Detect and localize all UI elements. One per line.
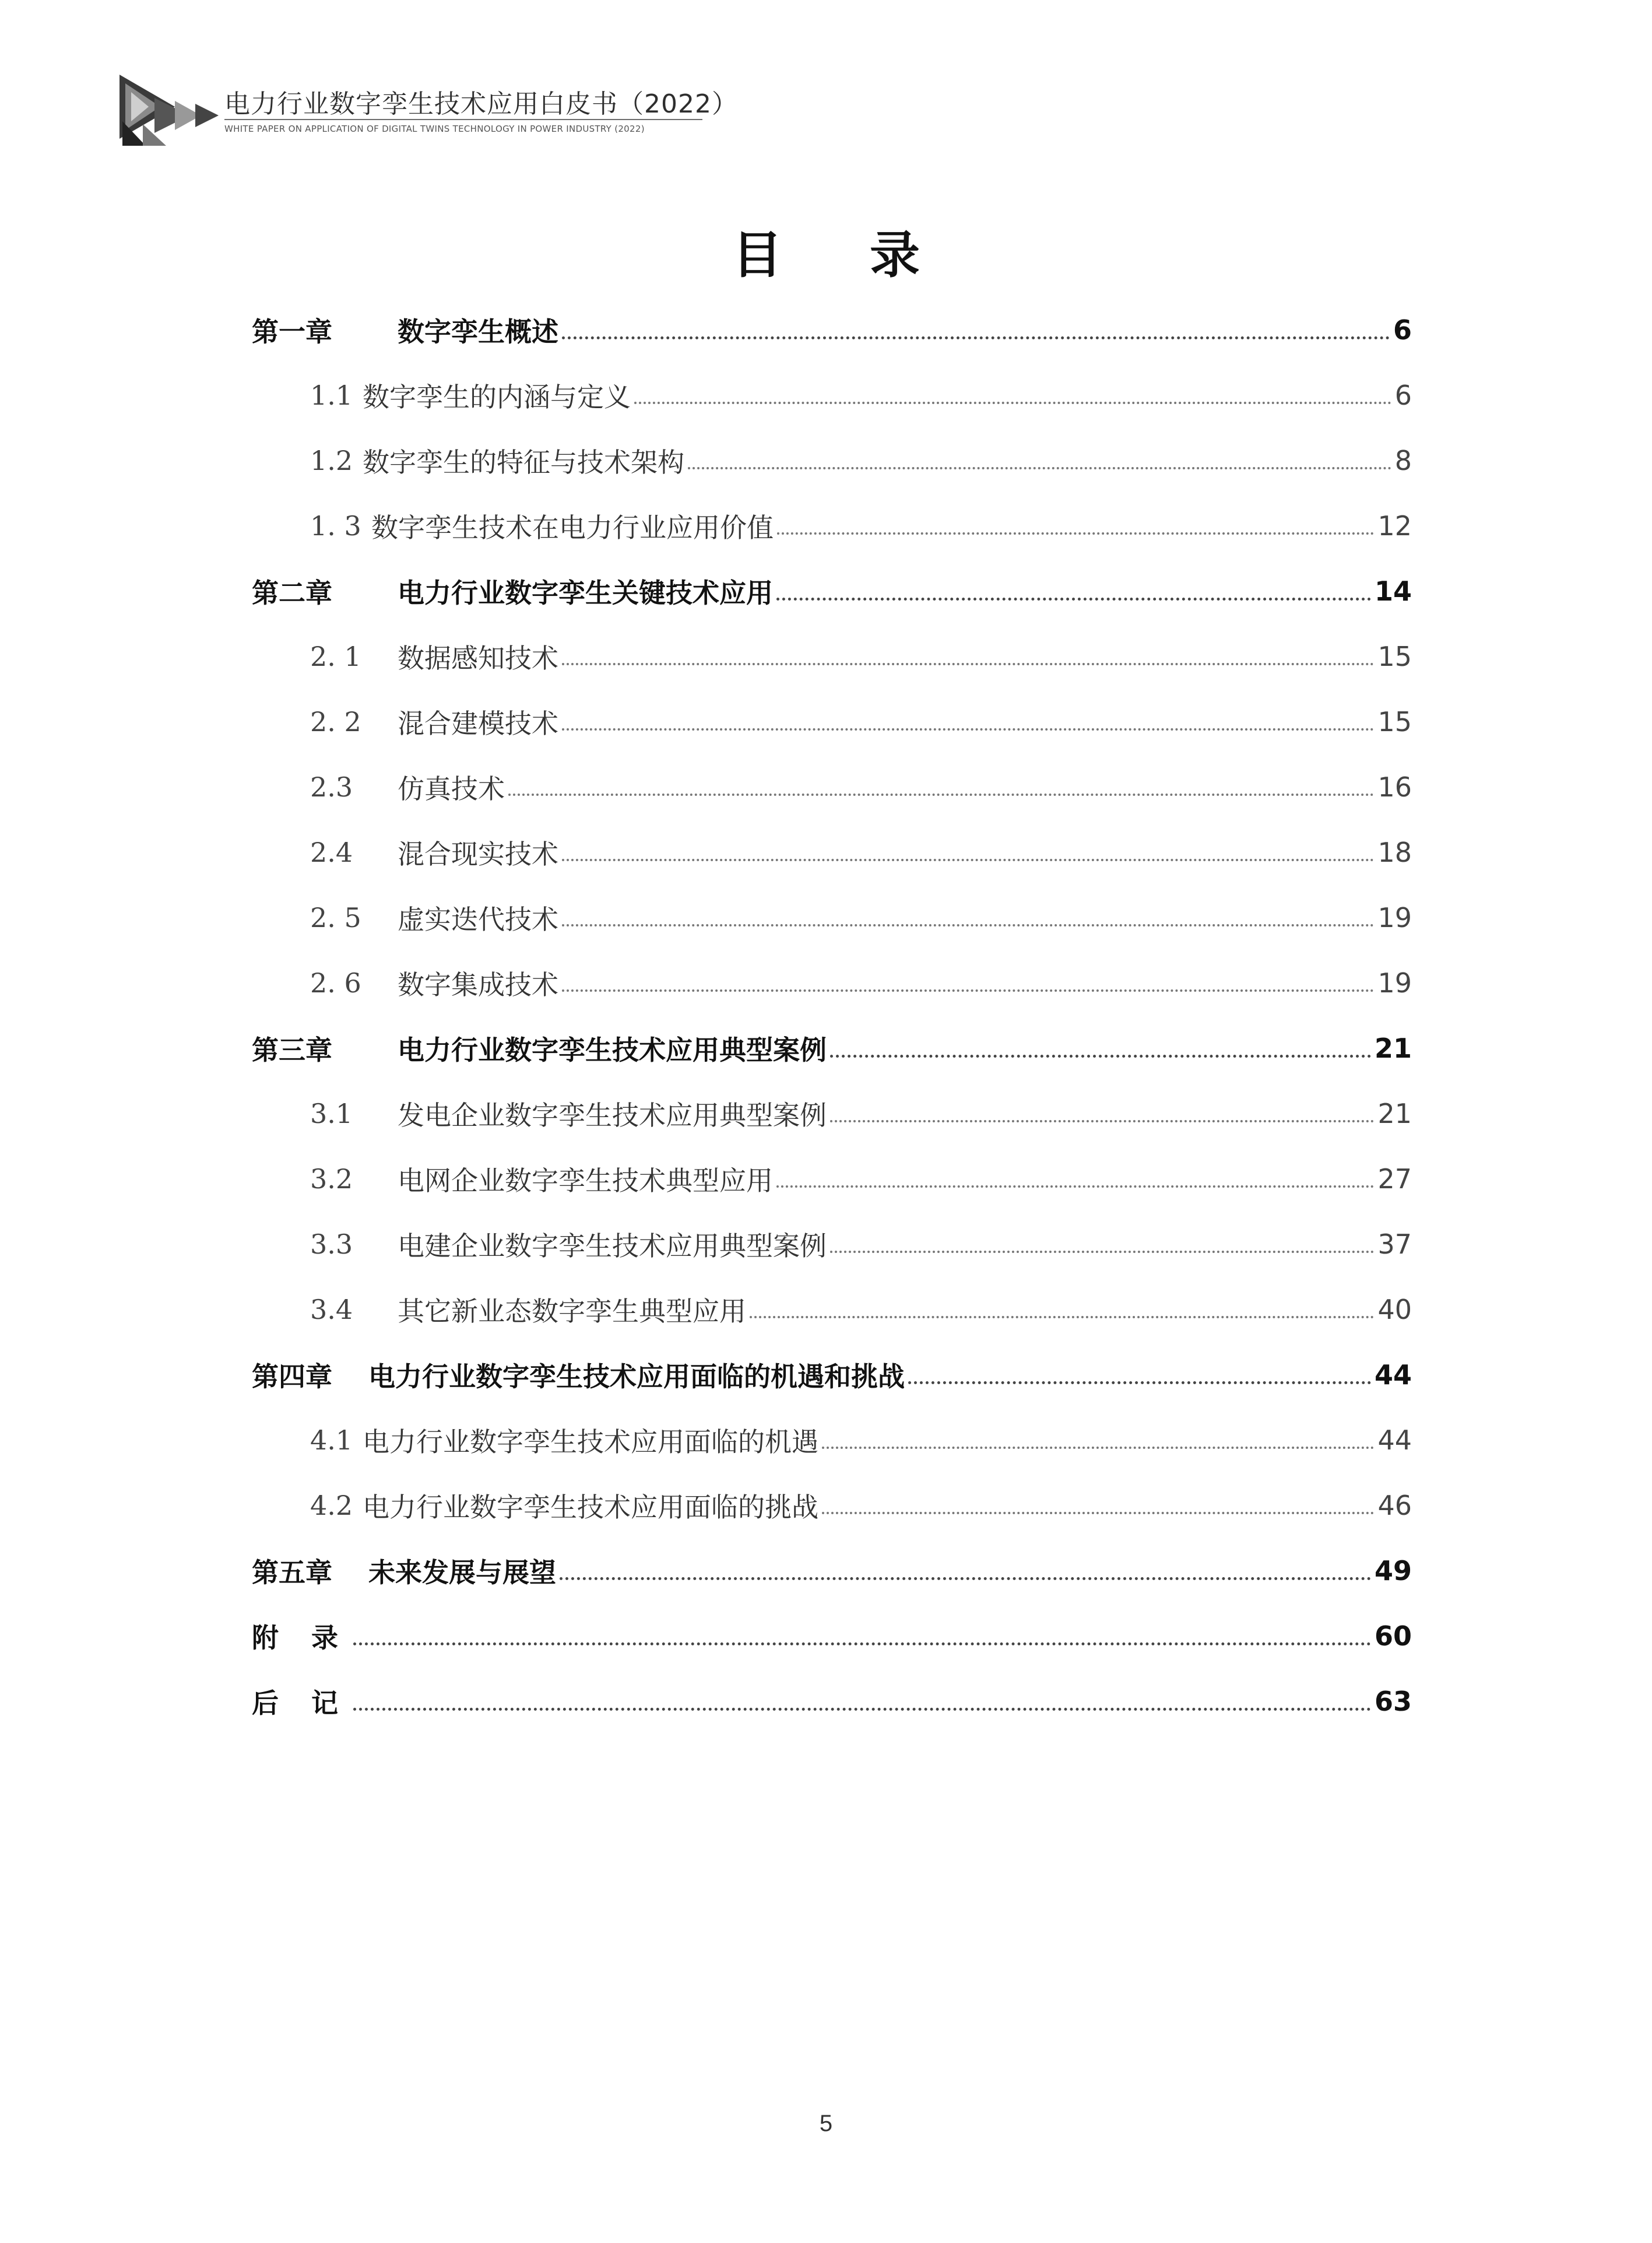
toc-entry-title: 混合建模技术 xyxy=(398,708,558,739)
toc-page-number: 19 xyxy=(1377,967,1412,999)
toc-chapter-row[interactable] xyxy=(252,559,1412,624)
toc-page-number: 49 xyxy=(1374,1555,1412,1586)
toc-dot-leader xyxy=(562,728,1374,731)
toc-section-row[interactable] xyxy=(252,950,1412,1016)
toc-dot-leader xyxy=(353,1708,1371,1711)
toc-dot-leader xyxy=(830,1120,1374,1122)
logo-triangles-icon xyxy=(119,75,222,146)
toc-entry-number: 2.3 xyxy=(310,771,353,803)
toc-page-number: 12 xyxy=(1377,510,1412,542)
toc-page-number: 40 xyxy=(1377,1294,1412,1325)
toc-page-number: 18 xyxy=(1377,837,1412,868)
toc-entry-number: 3.2 xyxy=(310,1163,353,1195)
toc-page-number: 8 xyxy=(1394,445,1412,476)
header-rule xyxy=(224,119,702,120)
toc-dot-leader xyxy=(688,467,1391,469)
toc-entry-title: 电力行业数字孪生技术应用面临的机遇和挑战 xyxy=(368,1361,905,1392)
document-header xyxy=(119,75,738,150)
toc-entry-title: 电力行业数字孪生技术应用面临的挑战 xyxy=(363,1491,818,1523)
toc-dot-leader xyxy=(562,989,1374,992)
toc-entry-title: 虚实迭代技术 xyxy=(398,904,558,935)
table-of-contents xyxy=(252,297,1412,1734)
toc-chapter-row[interactable] xyxy=(252,1342,1412,1407)
toc-page-number: 44 xyxy=(1377,1424,1412,1456)
toc-page-number: 15 xyxy=(1377,706,1412,738)
toc-entry-title: 数据感知技术 xyxy=(398,643,558,674)
toc-entry-title: 仿真技术 xyxy=(398,773,505,805)
toc-page-number: 19 xyxy=(1377,902,1412,933)
toc-page-number: 14 xyxy=(1374,575,1412,607)
toc-dot-leader xyxy=(830,1055,1371,1058)
toc-entry-title: 电力行业数字孪生技术应用典型案例 xyxy=(398,1034,827,1066)
toc-dot-leader xyxy=(562,924,1374,926)
toc-chapter-row[interactable] xyxy=(252,1016,1412,1081)
toc-entry-title: 数字孪生的特征与技术架构 xyxy=(363,447,684,478)
toc-dot-leader xyxy=(830,1251,1374,1253)
toc-entry-number: 4.1 xyxy=(310,1424,353,1456)
toc-page-number: 16 xyxy=(1377,771,1412,803)
toc-section-row[interactable] xyxy=(252,689,1412,754)
toc-dot-leader xyxy=(562,336,1390,339)
toc-entry-title: 其它新业态数字孪生典型应用 xyxy=(398,1296,746,1327)
toc-entry-title: 数字集成技术 xyxy=(398,969,558,1001)
toc-page-number: 6 xyxy=(1394,380,1412,411)
toc-dot-leader xyxy=(353,1642,1371,1645)
toc-section-row[interactable] xyxy=(252,1146,1412,1212)
toc-section-row[interactable] xyxy=(252,428,1412,493)
toc-page-number: 37 xyxy=(1377,1228,1412,1260)
toc-entry-number: 2. 6 xyxy=(310,967,361,999)
toc-entry-number: 2. 5 xyxy=(310,902,361,933)
toc-dot-leader xyxy=(776,598,1371,601)
toc-entry-number: 3.3 xyxy=(310,1228,353,1260)
toc-entry-title: 数字孪生技术在电力行业应用价值 xyxy=(371,512,774,543)
toc-entry-title: 混合现实技术 xyxy=(398,838,558,870)
toc-chapter-row[interactable] xyxy=(252,297,1412,363)
toc-entry-number: 4.2 xyxy=(310,1490,353,1521)
header-subtitle: WHITE PAPER ON APPLICATION OF DIGITAL TWINS TECHNOLOGY IN POWER INDUSTRY (2022) xyxy=(224,124,645,134)
toc-entry-title: 数字孪生概述 xyxy=(398,316,558,347)
toc-entry-number: 1.1 xyxy=(310,380,353,411)
toc-dot-leader xyxy=(822,1447,1374,1449)
toc-entry-number: 3.1 xyxy=(310,1098,353,1129)
toc-dot-leader xyxy=(908,1381,1371,1384)
toc-section-row[interactable] xyxy=(252,624,1412,689)
toc-page-number: 46 xyxy=(1377,1490,1412,1521)
toc-entry-number: 后 记 xyxy=(252,1687,350,1719)
toc-dot-leader xyxy=(508,794,1374,796)
toc-section-row[interactable] xyxy=(252,1407,1412,1473)
toc-section-row[interactable] xyxy=(252,1277,1412,1342)
toc-entry-number: 2. 2 xyxy=(310,706,361,738)
toc-dot-leader xyxy=(562,663,1374,665)
toc-page-number: 63 xyxy=(1374,1686,1412,1717)
toc-section-row[interactable] xyxy=(252,363,1412,428)
toc-page-number: 15 xyxy=(1377,641,1412,672)
toc-dot-leader xyxy=(750,1316,1374,1318)
toc-section-row[interactable] xyxy=(252,1473,1412,1538)
header-title: 电力行业数字孪生技术应用白皮书（2022） xyxy=(224,89,738,119)
toc-entry-number: 第四章 xyxy=(252,1361,332,1392)
toc-dot-leader xyxy=(776,1185,1374,1188)
toc-dot-leader xyxy=(560,1577,1371,1580)
toc-entry-title: 电力行业数字孪生技术应用面临的机遇 xyxy=(363,1426,818,1458)
page-number: 5 xyxy=(819,2111,833,2136)
toc-title: 目 录 xyxy=(732,226,955,285)
toc-section-row[interactable] xyxy=(252,493,1412,559)
toc-section-row[interactable] xyxy=(252,1081,1412,1146)
toc-entry-title: 未来发展与展望 xyxy=(368,1557,556,1588)
toc-page-number: 60 xyxy=(1374,1620,1412,1652)
toc-entry-number: 第五章 xyxy=(252,1557,332,1588)
toc-entry-number: 第一章 xyxy=(252,316,332,347)
toc-entry-title: 数字孪生的内涵与定义 xyxy=(363,381,631,413)
toc-page-number: 6 xyxy=(1393,314,1412,346)
toc-page-number: 21 xyxy=(1374,1033,1412,1064)
toc-section-row[interactable] xyxy=(252,885,1412,950)
toc-entry-number: 3.4 xyxy=(310,1294,353,1325)
toc-page-number: 44 xyxy=(1374,1359,1412,1391)
toc-section-row[interactable] xyxy=(252,754,1412,820)
toc-section-row[interactable] xyxy=(252,820,1412,885)
toc-section-row[interactable] xyxy=(252,1212,1412,1277)
toc-chapter-row[interactable] xyxy=(252,1538,1412,1603)
toc-chapter-row[interactable] xyxy=(252,1603,1412,1669)
toc-entry-title: 电力行业数字孪生关键技术应用 xyxy=(398,577,773,609)
toc-entry-number: 1. 3 xyxy=(310,510,361,542)
toc-entry-title: 电建企业数字孪生技术应用典型案例 xyxy=(398,1230,827,1262)
toc-page-number: 21 xyxy=(1377,1098,1412,1129)
toc-chapter-row[interactable] xyxy=(252,1669,1412,1734)
toc-entry-number: 附 录 xyxy=(252,1622,350,1654)
toc-page-number: 27 xyxy=(1377,1163,1412,1195)
toc-dot-leader xyxy=(634,402,1391,404)
toc-entry-number: 第二章 xyxy=(252,577,332,609)
toc-entry-number: 2. 1 xyxy=(310,641,361,672)
toc-entry-title: 电网企业数字孪生技术典型应用 xyxy=(398,1165,773,1196)
toc-dot-leader xyxy=(822,1512,1374,1514)
toc-entry-number: 2.4 xyxy=(310,837,353,868)
toc-dot-leader xyxy=(562,859,1374,861)
toc-entry-number: 1.2 xyxy=(310,445,353,476)
toc-dot-leader xyxy=(777,532,1374,535)
toc-entry-title: 发电企业数字孪生技术应用典型案例 xyxy=(398,1100,827,1131)
toc-entry-number: 第三章 xyxy=(252,1034,332,1066)
